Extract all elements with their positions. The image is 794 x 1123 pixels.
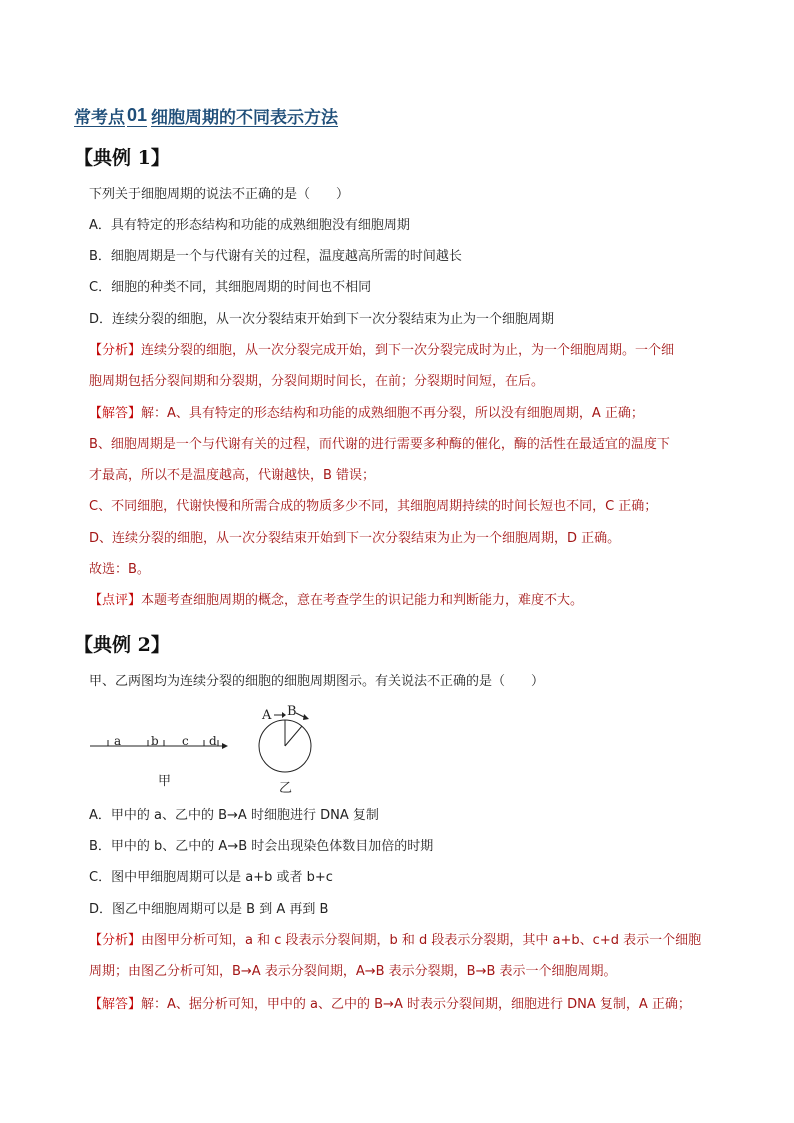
example2-option-a: A．甲中的 a、乙中的 B→A 时细胞进行 DNA 复制 xyxy=(89,808,379,823)
example1-answer-line-5: D、连续分裂的细胞，从一次分裂结束开始到下一次分裂结束为止为一个细胞周期，D 正确。 xyxy=(89,531,621,546)
analysis-tag: 【分析】 xyxy=(89,343,142,358)
example1-option-a: A．具有特定的形态结构和功能的成熟细胞没有细胞周期 xyxy=(89,218,410,233)
example1-answer-line-3: 才最高，所以不是温度越高，代谢越快，B 错误； xyxy=(89,468,376,483)
section-number: 01 xyxy=(127,105,148,125)
diagram-yi xyxy=(259,704,311,796)
diagram-yi-caption: 乙 xyxy=(279,781,293,796)
example1-answer-line-1: 【解答】解：A、具有特定的形态结构和功能的成熟细胞不再分裂，所以没有细胞周期，A 正确； xyxy=(89,406,644,421)
section-heading xyxy=(74,103,338,128)
segment-d-label: d xyxy=(209,734,217,748)
segment-c-label: c xyxy=(182,734,189,748)
cell-cycle-diagram xyxy=(86,700,326,796)
point-b-label: B xyxy=(287,704,297,719)
example1-option-d: D．连续分裂的细胞，从一次分裂结束开始到下一次分裂结束为止为一个细胞周期 xyxy=(89,312,555,327)
point-a-label: A xyxy=(262,708,272,723)
example2-option-d: D．图乙中细胞周期可以是 B 到 A 再到 B xyxy=(89,902,329,917)
example1-title: 【典例 1】 xyxy=(74,147,170,169)
example2-analysis-line-1: 【分析】由图甲分析可知，a 和 c 段表示分裂间期，b 和 d 段表示分裂期，其中 a+b、c+d 表示一个细胞 xyxy=(89,933,702,948)
example1-comment: 【点评】本题考查细胞周期的概念，意在考查学生的识记能力和判断能力，难度不大。 xyxy=(89,593,584,608)
segment-a-label: a xyxy=(114,734,122,748)
timeline-arrow-head xyxy=(222,743,228,749)
radius-diagonal xyxy=(285,726,302,746)
diagram-jia xyxy=(90,734,228,789)
example2-analysis-line-2: 周期；由图乙分析可知，B→A 表示分裂间期，A→B 表示分裂期，B→B 表示一个细胞周期。 xyxy=(89,964,617,979)
example2-title: 【典例 2】 xyxy=(74,634,170,656)
example1-choice: 故选：B。 xyxy=(89,562,150,577)
answer-tag: 【解答】 xyxy=(89,997,142,1012)
comment-tag: 【点评】 xyxy=(89,593,142,608)
analysis-tag: 【分析】 xyxy=(89,933,142,948)
answer-tag: 【解答】 xyxy=(89,406,142,421)
example2-option-b: B．甲中的 b、乙中的 A→B 时会出现染色体数目加倍的时期 xyxy=(89,839,434,854)
example2-question: 甲、乙两图均为连续分裂的细胞的细胞周期图示。有关说法不正确的是（ ） xyxy=(89,674,545,689)
example2-option-c: C．图中甲细胞周期可以是 a+b 或者 b+c xyxy=(89,870,333,885)
section-title: 细胞周期的不同表示方法 xyxy=(151,108,339,128)
example2-answer-line-1: 【解答】解：A、据分析可知，甲中的 a、乙中的 B→A 时表示分裂间期，细胞进行 DNA 复制，A 正确； xyxy=(89,997,691,1012)
example1-answer-line-4: C、不同细胞，代谢快慢和所需合成的物质多少不同，其细胞周期持续的时间长短也不同，C 正确； xyxy=(89,499,658,514)
example1-question: 下列关于细胞周期的说法不正确的是（ ） xyxy=(89,187,350,202)
example1-analysis-line-1: 【分析】连续分裂的细胞，从一次分裂完成开始，到下一次分裂完成时为止，为一个细胞周期。一个细 xyxy=(89,343,675,358)
example1-option-b: B．细胞周期是一个与代谢有关的过程，温度越高所需的时间越长 xyxy=(89,249,462,264)
example1-option-c: C．细胞的种类不同，其细胞周期的时间也不相同 xyxy=(89,280,372,295)
arrow-b-onward-head xyxy=(303,714,309,720)
example1-answer-line-2: B、细胞周期是一个与代谢有关的过程，而代谢的进行需要多种酶的催化，酶的活性在最适宜的温度下 xyxy=(89,437,670,452)
diagram-jia-caption: 甲 xyxy=(158,774,172,789)
section-prefix: 常考点 xyxy=(74,108,125,128)
segment-b-label: b xyxy=(151,734,159,748)
arrow-a-to-b-head xyxy=(282,712,286,718)
example1-analysis-line-2: 胞周期包括分裂间期和分裂期，分裂间期时间长，在前；分裂期时间短，在后。 xyxy=(89,374,545,389)
